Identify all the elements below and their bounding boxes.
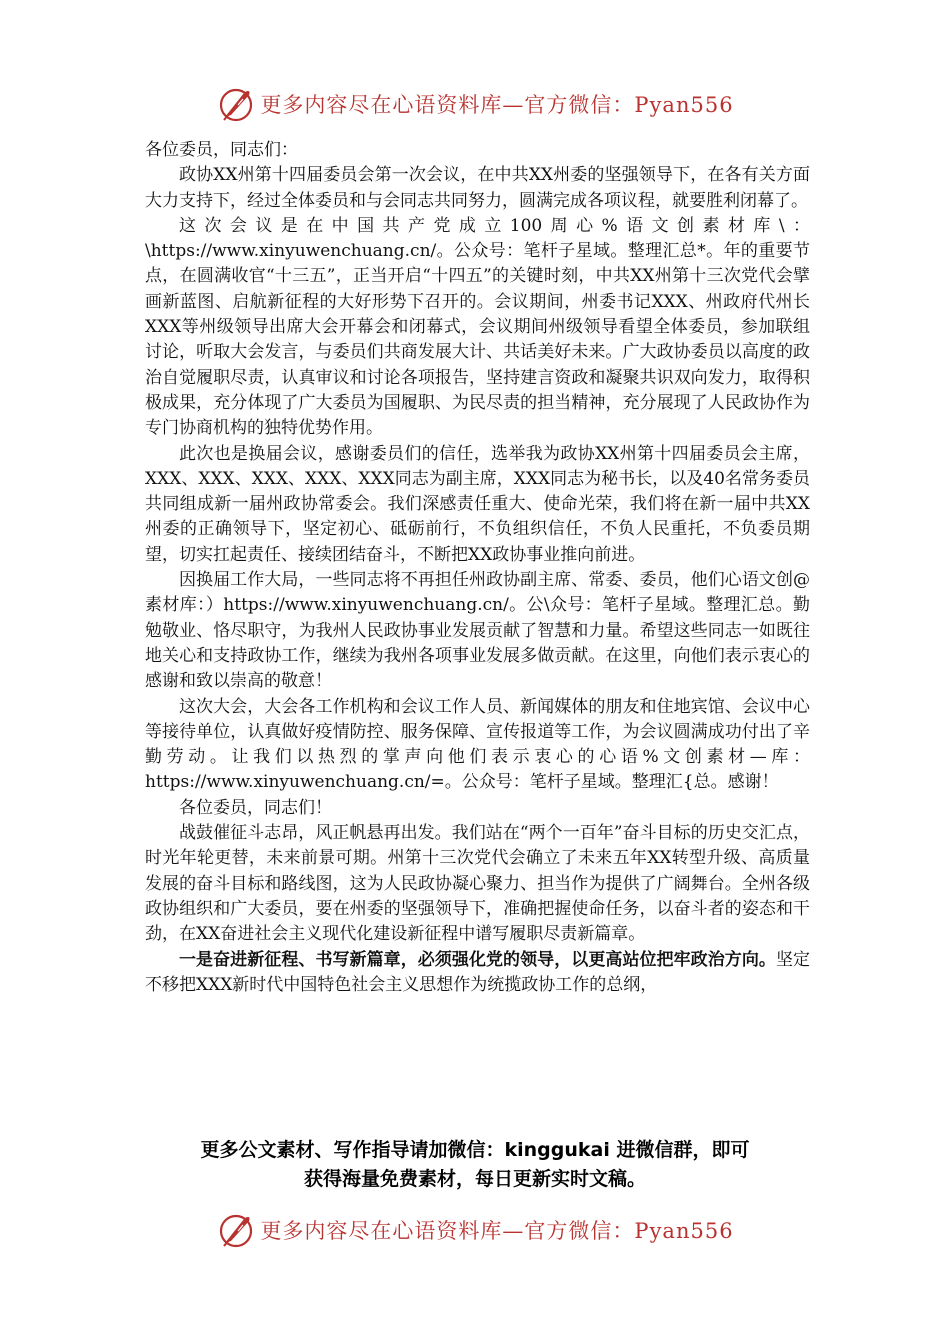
- paragraph: 此次也是换届会议，感谢委员们的信任，选举我为政协XX州第十四届委员会主席，XXX、XXX、XXX、XXX、XXX同志为副主席，XXX同志为秘书长，以及40名常务委员共同组成新一届州政协常委会。我们深感责任重大、使命光荣，我们将在新一届中共XX州委的正确领导下，坚定初心、砥砺前行，不负组织信任，不负人民重托，不负委员期望，切实扛起责任、接续团结奋斗，不断把XX政协事业推向前进。: [145, 443, 810, 565]
- quill-pen-logo-icon: [216, 84, 256, 124]
- header-banner-text: 更多内容尽在心语资料库—官方微信：Pyan556: [260, 93, 734, 117]
- paragraph: 政协XX州第十四届委员会第一次会议，在中共XX州委的坚强领导下，在各有关方面大力支持下，经过全体委员和与会同志共同努力，圆满完成各项议程，就要胜利闭幕了。: [145, 165, 810, 211]
- paragraph: 这次大会，大会各工作机构和会议工作人员、新闻媒体的朋友和住地宾馆、会议中心等接待单位，认真做好疫情防控、服务保障、宣传报道等工作，为会议圆满成功付出了辛勤劳动。让我们以热烈的掌声向他们表示衷心的心语%文创素材—库：https://www.xinyuwenchuang.cn/=。公众号：笔杆子星域。整理汇{总。感谢！: [145, 696, 810, 793]
- promo-line-1: 更多公文素材、写作指导请加微信：kinggukai 进微信群，即可: [200, 1139, 750, 1161]
- quill-pen-logo-icon: [216, 1210, 256, 1250]
- paragraph: [145, 948, 810, 999]
- paragraph: 各位委员，同志们！: [179, 797, 332, 818]
- salutation: 各位委员，同志们：: [145, 140, 298, 160]
- header-banner: [0, 80, 950, 128]
- promo-notice: [100, 1136, 850, 1194]
- paragraph: 因换届工作大局，一些同志将不再担任州政协副主席、常委、委员，他们心语文创@素材库：）https://www.xinyuwenchuang.cn/。公\众号：笔杆子星域。整理汇总。勤勉敬业、恪尽职守，为我州人民政协事业发展贡献了智慧和力量。希望这些同志一如既往地关心和支持政协工作，继续为我州各项事业发展多做贡献。在这里，向他们表示衷心的感谢和致以崇高的敬意！: [145, 570, 810, 692]
- footer-banner: [0, 1206, 950, 1254]
- paragraph: 战鼓催征斗志昂，风正帆悬再出发。我们站在“两个一百年”奋斗目标的历史交汇点，时光年轮更替，未来前景可期。州第十三次党代会确立了未来五年XX转型升级、高质量发展的奋斗目标和路线图，这为人民政协凝心聚力、担当作为提供了广阔舞台。全州各级政协组织和广大委员，要在州委的坚强领导下，准确把握使命任务，以奋斗者的姿态和干劲，在XX奋进社会主义现代化建设新征程中谱写履职尽责新篇章。: [145, 823, 810, 945]
- promo-line-2: 获得海量免费素材，每日更新实时文稿。: [303, 1168, 646, 1190]
- paragraph: 这次会议是在中国共产党成立100周心%语文创素材库\：\https://www.xinyuwenchuang.cn/。公众号：笔杆子星域。整理汇总*。年的重要节点，在圆满收官“十三五”，正当开启“十四五”的关键时刻，中共XX州第十三次党代会擘画新蓝图、启航新征程的大好形势下召开的。会议期间，州委书记XXX、州政府代州长XXX等州级领导出席大会开幕会和闭幕式，会议期间州级领导看望全体委员，参加联组讨论，听取大会发言，与委员们共商发展大计、共话美好未来。广大政协委员以高度的政治自觉履职尽责，认真审议和讨论各项报告，坚持建言资政和凝聚共识双向发力，取得积极成果，充分体现了广大委员为国履职、为民尽责的担当精神，充分展现了人民政协作为专门协商机构的独特优势作用。: [145, 215, 810, 439]
- document-body: [145, 138, 810, 998]
- footer-banner-text: 更多内容尽在心语资料库—官方微信：Pyan556: [260, 1219, 734, 1243]
- paragraph-bold-lead: 一是奋进新征程、书写新篇章，必须强化党的领导，以更高站位把牢政治方向。: [179, 949, 776, 970]
- paragraph-text: 坚定不移把XXX新时代中国特色社会主义思想作为统揽政协工作的总纲，: [145, 949, 811, 995]
